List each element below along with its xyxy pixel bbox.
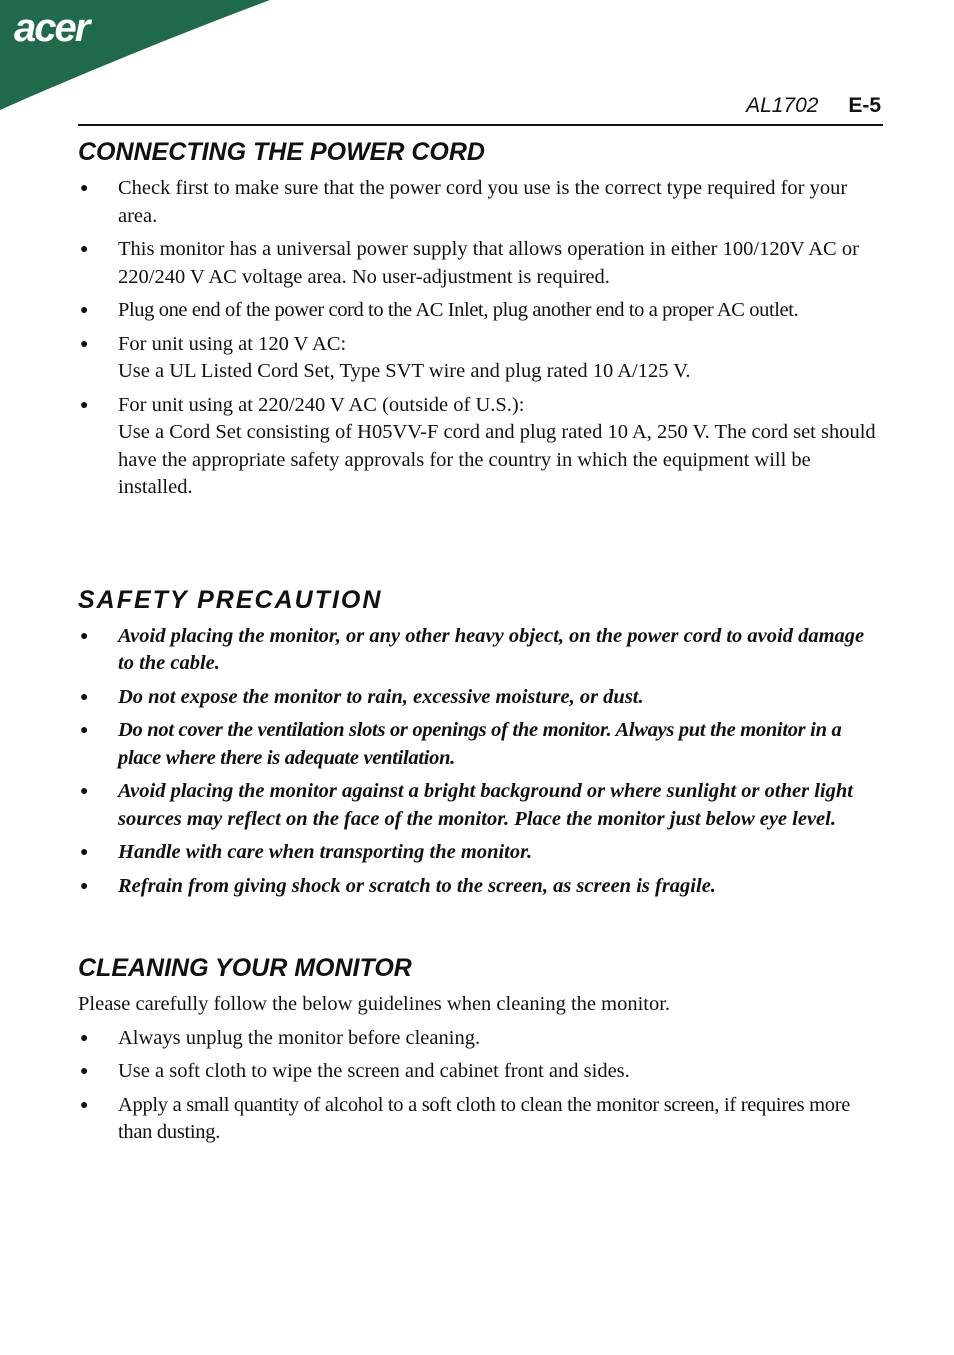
bullet-icon: ● bbox=[80, 723, 89, 738]
item-text: Use a soft cloth to wipe the screen and cabinet front and sides. bbox=[118, 1060, 630, 1082]
item-text: Handle with care when transporting the monitor. bbox=[118, 841, 533, 863]
header-right bbox=[746, 94, 881, 118]
section-cleaning bbox=[78, 954, 883, 1147]
list-item bbox=[78, 392, 883, 502]
list-item bbox=[78, 1025, 883, 1053]
content bbox=[78, 138, 883, 1153]
item-text: Always unplug the monitor before cleaning. bbox=[118, 1026, 481, 1049]
intro-text: Please carefully follow the below guidelines when cleaning the monitor. bbox=[78, 993, 671, 1015]
item-text: For unit using at 120 V AC: bbox=[118, 332, 347, 355]
bullet-icon: ● bbox=[80, 181, 89, 196]
section-power-cord bbox=[78, 138, 883, 502]
section-title: CLEANING YOUR MONITOR bbox=[78, 954, 412, 982]
item-text: Check first to make sure that the power cord you use is the correct type required for your area. bbox=[118, 177, 848, 227]
item-text: This monitor has a universal power supply that allows operation in either 100/120V AC or 220/240 V AC voltage area. No user-adjustment is required. bbox=[118, 238, 859, 288]
bullet-icon: ● bbox=[80, 845, 89, 860]
item-text: Refrain from giving shock or scratch to the screen, as screen is fragile. bbox=[118, 874, 716, 897]
power-list bbox=[78, 175, 883, 502]
bullet-icon: ● bbox=[80, 1097, 89, 1113]
list-item bbox=[78, 778, 883, 833]
section-title: CONNECTING THE POWER CORD bbox=[78, 138, 485, 166]
list-item bbox=[78, 297, 883, 325]
cleaning-list bbox=[78, 1025, 883, 1147]
model-number: AL1702 bbox=[746, 94, 819, 117]
bullet-icon: ● bbox=[80, 1030, 89, 1046]
bullet-icon: ● bbox=[80, 628, 89, 644]
item-text: For unit using at 220/240 V AC (outside of U.S.): bbox=[118, 393, 525, 416]
list-item bbox=[78, 175, 883, 230]
bullet-icon: ● bbox=[80, 689, 89, 705]
list-item bbox=[78, 236, 883, 291]
list-item bbox=[78, 873, 883, 901]
item-text: Avoid placing the monitor against a bright background or where sunlight or other light sources may reflect on the face of the monitor. Place the monitor just below eye level. bbox=[118, 780, 853, 830]
bullet-icon: ● bbox=[80, 878, 89, 894]
list-item bbox=[78, 839, 883, 867]
bullet-icon: ● bbox=[80, 303, 89, 318]
safety-list bbox=[78, 623, 883, 901]
acer-logo: acer bbox=[14, 6, 89, 50]
list-item bbox=[78, 623, 883, 678]
item-text: Avoid placing the monitor, or any other heavy object, on the power cord to avoid damage to the cable. bbox=[118, 624, 865, 674]
item-text: Do not cover the ventilation slots or openings of the monitor. Always put the monitor in a place where there is adequate ventilation. bbox=[118, 719, 842, 769]
list-item bbox=[78, 331, 883, 386]
bullet-icon: ● bbox=[80, 397, 89, 413]
bullet-icon: ● bbox=[80, 242, 89, 257]
list-item bbox=[78, 717, 883, 772]
page-header bbox=[78, 92, 883, 126]
item-text: Use a UL Listed Cord Set, Type SVT wire and plug rated 10 A/125 V. bbox=[118, 360, 691, 382]
item-text: Do not expose the monitor to rain, excessive moisture, or dust. bbox=[118, 685, 644, 708]
bullet-icon: ● bbox=[80, 784, 89, 799]
bullet-icon: ● bbox=[80, 1064, 89, 1079]
section-safety bbox=[78, 586, 883, 901]
item-text: Use a Cord Set consisting of H05VV-F cord and plug rated 10 A, 250 V. The cord set should have the appropriate safety approvals for the country in which the equipment will be installed. bbox=[118, 421, 876, 498]
list-item bbox=[78, 1058, 883, 1086]
item-text: Plug one end of the power cord to the AC Inlet, plug another end to a proper AC outlet. bbox=[118, 299, 799, 321]
section-title: SAFETY PRECAUTION bbox=[78, 585, 383, 614]
page-number: E-5 bbox=[848, 94, 881, 117]
list-item bbox=[78, 684, 883, 712]
list-item bbox=[78, 1092, 883, 1147]
bullet-icon: ● bbox=[80, 336, 89, 352]
item-text: Apply a small quantity of alcohol to a soft cloth to clean the monitor screen, if requires more than dusting. bbox=[118, 1093, 851, 1143]
